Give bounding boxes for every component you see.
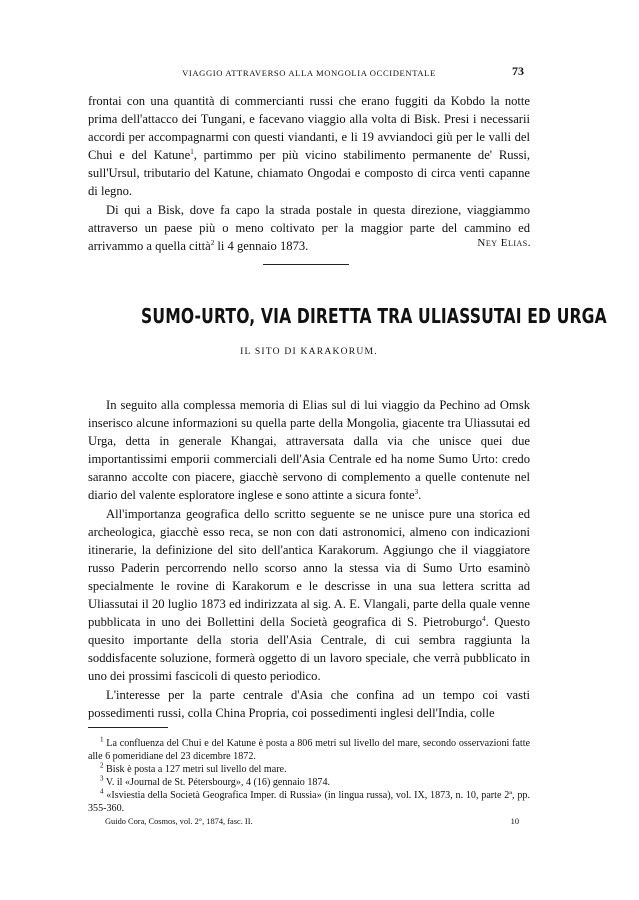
section-divider (263, 264, 349, 265)
paragraph: frontai con una quantità di commercianti russi che erano fuggiti da Kobdo la notte prima dell'attacco dei Tungani, e facevano viaggio alla volta di Bisk. Presi i necessarii accordi per accompagnarmi con questi viandanti, e li 19 avviandoci giù per le valli del Chui e del Katune$^1$, partimmo per più vicino stabilimento permanente de' Russi, sull'Ursul, tributario del Katune, chiamato Ongodai e composto di circa venti capanne di legno. (88, 94, 530, 199)
article-title: SUMO-URTO, VIA DIRETTA TRA ULIASSUTAI ED URGA (141, 304, 607, 328)
paragraph: Di qui a Bisk, dove fa capo la strada postale in questa direzione, viaggiammo attraverso un paese più o meno coltivato per la maggior parte del cammino ed arrivammo a quella città$^2$ li 4 gennaio 1873. (88, 202, 530, 253)
footnote: $^3$ V. il «Journal de St. Pétersbourg», 4 (16) gennaio 1874. (100, 774, 331, 788)
article-subtitle: IL SITO DI KARAKORUM. (240, 346, 378, 357)
previous-article-text (88, 92, 530, 255)
footnote-ref: 4 (482, 614, 486, 623)
author-signature: Ney Elias. (477, 237, 531, 249)
article-text (88, 396, 530, 722)
footnote: $^1$ La confluenza del Chui e del Katune è posta a 806 metri sul livello del mare, secondo osservazioni fatte alle 6 pomeridiane del 23 dicembre 1872. (88, 735, 531, 762)
footnote-ref: 3 (414, 488, 419, 497)
imprint-line: Guido Cora, Cosmos, vol. 2°, 1874, fasc. II. (105, 817, 253, 826)
signature-mark: 10 (510, 817, 519, 826)
footnote: $^4$ «Isviestia della Società Geografica Imper. di Russia» (in lingua russa), vol. IX, 1873, n. 10, parte 2ª, pp. 355-360. (88, 787, 530, 814)
paragraph: All'importanza geografica dello scritto seguente se ne unisce pure una storica ed archeologica, giacchè esso reca, se non con dati astronomici, almeno con indicazioni itinerarie, la definizione del sito dell'antica Karakorum. Aggiungo che il viaggiatore russo Paderin percorrendo nello scorso anno la stessa via di Sumo Urto esaminò specialmente le rovine di Karakorum e le descrisse in una sua lettera scritta ad Uliassutai il 20 luglio 1873 ed indirizzata al sig. A. E. Vlangali, parte della quale venne pubblicata in uno dei Bollettini della Società geografica di S. Pietroburgo$^4$. Questo quesito importante della storia dell'Asia Centrale, di cui sembra raggiunta la soddisfacente soluzione, formerà oggetto di un lavoro speciale, che verrà pubblicato in uno dei prossimi fascicoli di questo periodico. (88, 506, 530, 684)
footnote-ref: 2 (210, 238, 215, 247)
running-head: VIAGGIO ATTRAVERSO ALLA MONGOLIA OCCIDENTALE (182, 68, 436, 78)
footnote-divider (88, 727, 168, 728)
page-number: 73 (512, 64, 524, 78)
footnote: $^2$ Bisk è posta a 127 metri sul livello del mare. (100, 761, 287, 775)
paragraph: In seguito alla complessa memoria di Elias sul di lui viaggio da Pechino ad Omsk inserisco alcune informazioni su quella parte della Mongolia, giacente tra Uliassutai ed Urga, detta in generale Khangai, attraversata dalla via che unisce quei due importantissimi emporii commerciali dell'Asia Centrale ed ha nome Sumo Urto: credo saranno accolte con piacere, giacchè servono di complemento a quelle contenute nel diario del valente esploratore inglese e sono attinte a sicura fonte$^3$. (88, 398, 530, 503)
footnotes (88, 735, 531, 815)
footnote-ref: 1 (190, 148, 194, 157)
paragraph: L'interesse per la parte centrale d'Asia che confina ad un tempo coi vasti possedimenti russi, colla China Propria, coi possedimenti inglesi dell'India, colle (88, 687, 530, 720)
